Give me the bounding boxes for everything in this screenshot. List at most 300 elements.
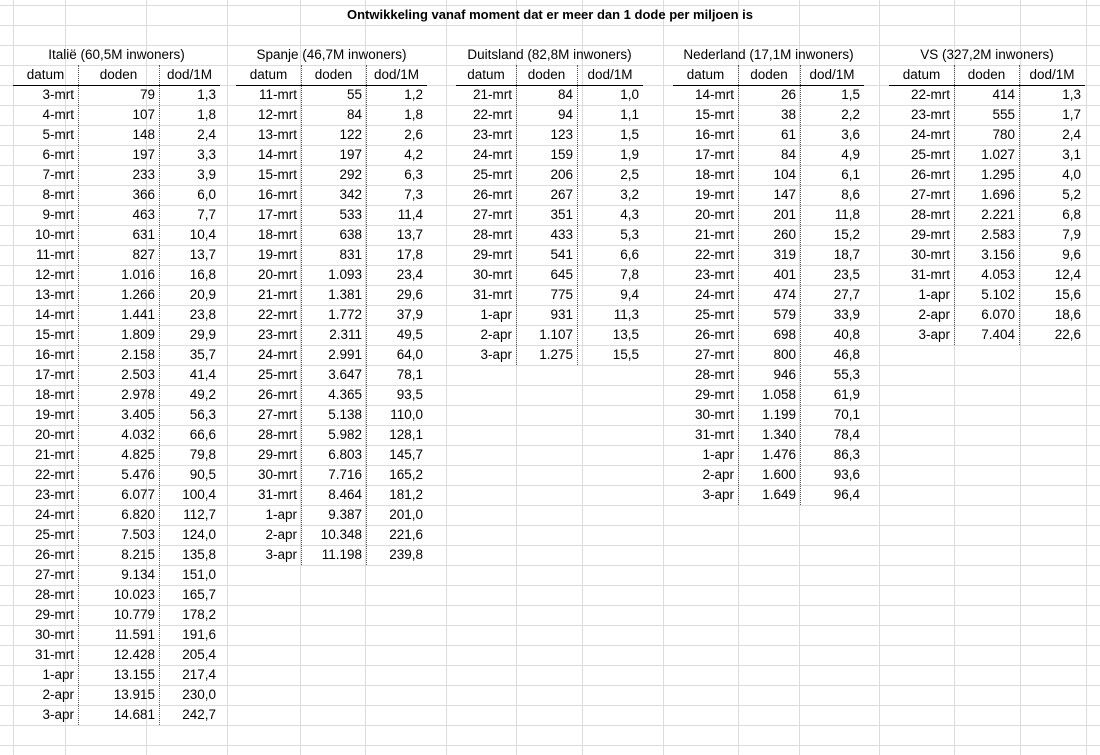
cell-dod-per-miljoen[interactable]: 66,6 xyxy=(189,427,216,442)
cell-dod-per-miljoen[interactable]: 1,5 xyxy=(841,87,860,102)
cell-dod-per-miljoen[interactable]: 112,7 xyxy=(183,507,216,522)
cell-doden[interactable]: 12.428 xyxy=(113,647,155,662)
cell-dod-per-miljoen[interactable]: 23,5 xyxy=(833,267,860,282)
cell-doden[interactable]: 5.102 xyxy=(981,287,1015,302)
cell-datum[interactable]: 30-mrt xyxy=(472,267,512,282)
cell-datum[interactable]: 16-mrt xyxy=(34,347,74,362)
cell-dod-per-miljoen[interactable]: 64,0 xyxy=(396,347,423,362)
cell-dod-per-miljoen[interactable]: 1,8 xyxy=(197,107,216,122)
cell-dod-per-miljoen[interactable]: 37,9 xyxy=(396,307,423,322)
cell-dod-per-miljoen[interactable]: 46,8 xyxy=(833,347,860,362)
cell-datum[interactable]: 3-apr xyxy=(480,347,512,362)
cell-datum[interactable]: 2-apr xyxy=(918,307,950,322)
cell-datum[interactable]: 1-apr xyxy=(42,667,74,682)
cell-datum[interactable]: 31-mrt xyxy=(910,267,950,282)
cell-doden[interactable]: 2.991 xyxy=(328,347,362,362)
cell-dod-per-miljoen[interactable]: 128,1 xyxy=(389,427,423,442)
cell-datum[interactable]: 3-apr xyxy=(918,327,950,342)
cell-doden[interactable]: 13.915 xyxy=(113,687,155,702)
cell-doden[interactable]: 463 xyxy=(132,207,155,222)
cell-dod-per-miljoen[interactable]: 230,0 xyxy=(182,687,216,702)
cell-dod-per-miljoen[interactable]: 201,0 xyxy=(389,507,423,522)
cell-doden[interactable]: 631 xyxy=(132,227,155,242)
cell-doden[interactable]: 366 xyxy=(132,187,155,202)
cell-datum[interactable]: 15-mrt xyxy=(694,107,734,122)
cell-doden[interactable]: 1.696 xyxy=(981,187,1015,202)
cell-doden[interactable]: 6.820 xyxy=(121,507,155,522)
cell-doden[interactable]: 1.266 xyxy=(121,287,155,302)
cell-datum[interactable]: 10-mrt xyxy=(34,227,74,242)
cell-dod-per-miljoen[interactable]: 29,6 xyxy=(396,287,423,302)
cell-datum[interactable]: 13-mrt xyxy=(34,287,74,302)
cell-dod-per-miljoen[interactable]: 3,1 xyxy=(1062,147,1081,162)
cell-doden[interactable]: 7.716 xyxy=(328,467,362,482)
cell-doden[interactable]: 10.348 xyxy=(320,527,362,542)
cell-datum[interactable]: 14-mrt xyxy=(257,147,297,162)
cell-datum[interactable]: 1-apr xyxy=(480,307,512,322)
cell-dod-per-miljoen[interactable]: 93,5 xyxy=(396,387,423,402)
cell-doden[interactable]: 831 xyxy=(339,247,362,262)
cell-doden[interactable]: 11.198 xyxy=(321,547,362,562)
cell-doden[interactable]: 1.016 xyxy=(121,267,155,282)
cell-dod-per-miljoen[interactable]: 239,8 xyxy=(389,547,423,562)
cell-datum[interactable]: 28-mrt xyxy=(910,207,950,222)
cell-doden[interactable]: 4.825 xyxy=(121,447,155,462)
cell-dod-per-miljoen[interactable]: 4,3 xyxy=(620,207,639,222)
cell-dod-per-miljoen[interactable]: 22,6 xyxy=(1054,327,1081,342)
cell-doden[interactable]: 5.982 xyxy=(328,427,362,442)
cell-datum[interactable]: 2-apr xyxy=(480,327,512,342)
cell-doden[interactable]: 2.221 xyxy=(981,207,1015,222)
cell-dod-per-miljoen[interactable]: 10,4 xyxy=(189,227,216,242)
cell-datum[interactable]: 15-mrt xyxy=(34,327,74,342)
cell-datum[interactable]: 8-mrt xyxy=(42,187,74,202)
cell-dod-per-miljoen[interactable]: 13,7 xyxy=(396,227,423,242)
cell-datum[interactable]: 17-mrt xyxy=(34,367,74,382)
cell-dod-per-miljoen[interactable]: 7,7 xyxy=(197,207,216,222)
cell-doden[interactable]: 84 xyxy=(780,147,796,162)
cell-doden[interactable]: 10.023 xyxy=(113,587,155,602)
cell-dod-per-miljoen[interactable]: 6,8 xyxy=(1062,207,1081,222)
cell-dod-per-miljoen[interactable]: 2,4 xyxy=(197,127,216,142)
cell-doden[interactable]: 1.476 xyxy=(762,447,796,462)
cell-dod-per-miljoen[interactable]: 18,7 xyxy=(833,247,860,262)
cell-doden[interactable]: 55 xyxy=(346,87,362,102)
cell-dod-per-miljoen[interactable]: 33,9 xyxy=(833,307,860,322)
cell-dod-per-miljoen[interactable]: 2,2 xyxy=(841,107,860,122)
cell-doden[interactable]: 931 xyxy=(550,307,573,322)
cell-doden[interactable]: 1.199 xyxy=(762,407,796,422)
cell-datum[interactable]: 30-mrt xyxy=(34,627,74,642)
cell-doden[interactable]: 6.070 xyxy=(981,307,1015,322)
cell-datum[interactable]: 17-mrt xyxy=(694,147,734,162)
cell-dod-per-miljoen[interactable]: 6,6 xyxy=(620,247,639,262)
cell-doden[interactable]: 775 xyxy=(550,287,573,302)
cell-doden[interactable]: 148 xyxy=(132,127,155,142)
cell-datum[interactable]: 2-apr xyxy=(702,467,734,482)
cell-dod-per-miljoen[interactable]: 55,3 xyxy=(833,367,860,382)
cell-datum[interactable]: 24-mrt xyxy=(910,127,950,142)
cell-datum[interactable]: 30-mrt xyxy=(694,407,734,422)
cell-dod-per-miljoen[interactable]: 23,8 xyxy=(189,307,216,322)
cell-doden[interactable]: 11.591 xyxy=(114,627,155,642)
cell-datum[interactable]: 5-mrt xyxy=(42,127,74,142)
cell-datum[interactable]: 1-apr xyxy=(265,507,297,522)
cell-doden[interactable]: 8.464 xyxy=(328,487,362,502)
cell-datum[interactable]: 2-apr xyxy=(265,527,297,542)
cell-doden[interactable]: 555 xyxy=(992,107,1015,122)
cell-datum[interactable]: 23-mrt xyxy=(694,267,734,282)
cell-dod-per-miljoen[interactable]: 15,6 xyxy=(1054,287,1081,302)
cell-doden[interactable]: 147 xyxy=(773,187,796,202)
cell-doden[interactable]: 38 xyxy=(780,107,796,122)
cell-dod-per-miljoen[interactable]: 151,0 xyxy=(182,567,216,582)
cell-dod-per-miljoen[interactable]: 242,7 xyxy=(182,707,216,722)
cell-doden[interactable]: 201 xyxy=(773,207,796,222)
cell-doden[interactable]: 3.405 xyxy=(121,407,155,422)
cell-datum[interactable]: 14-mrt xyxy=(34,307,74,322)
cell-dod-per-miljoen[interactable]: 191,6 xyxy=(182,627,216,642)
cell-doden[interactable]: 1.275 xyxy=(539,347,573,362)
cell-doden[interactable]: 533 xyxy=(339,207,362,222)
cell-datum[interactable]: 23-mrt xyxy=(257,327,297,342)
cell-datum[interactable]: 28-mrt xyxy=(472,227,512,242)
cell-datum[interactable]: 1-apr xyxy=(918,287,950,302)
cell-doden[interactable]: 7.404 xyxy=(981,327,1015,342)
cell-doden[interactable]: 104 xyxy=(773,167,796,182)
cell-dod-per-miljoen[interactable]: 11,3 xyxy=(613,307,639,322)
cell-doden[interactable]: 1.441 xyxy=(121,307,155,322)
cell-dod-per-miljoen[interactable]: 3,2 xyxy=(620,187,639,202)
cell-datum[interactable]: 12-mrt xyxy=(34,267,74,282)
cell-dod-per-miljoen[interactable]: 13,7 xyxy=(189,247,216,262)
cell-dod-per-miljoen[interactable]: 11,8 xyxy=(834,207,860,222)
cell-datum[interactable]: 26-mrt xyxy=(34,547,74,562)
cell-doden[interactable]: 197 xyxy=(132,147,155,162)
cell-dod-per-miljoen[interactable]: 16,8 xyxy=(189,267,216,282)
cell-datum[interactable]: 3-apr xyxy=(265,547,297,562)
cell-datum[interactable]: 29-mrt xyxy=(34,607,74,622)
cell-doden[interactable]: 159 xyxy=(550,147,573,162)
cell-datum[interactable]: 13-mrt xyxy=(257,127,297,142)
cell-doden[interactable]: 433 xyxy=(550,227,573,242)
cell-doden[interactable]: 4.365 xyxy=(328,387,362,402)
cell-dod-per-miljoen[interactable]: 1,2 xyxy=(404,87,423,102)
cell-datum[interactable]: 27-mrt xyxy=(910,187,950,202)
cell-doden[interactable]: 61 xyxy=(780,127,796,142)
cell-dod-per-miljoen[interactable]: 3,3 xyxy=(197,147,216,162)
cell-dod-per-miljoen[interactable]: 145,7 xyxy=(389,447,423,462)
cell-doden[interactable]: 4.053 xyxy=(981,267,1015,282)
cell-dod-per-miljoen[interactable]: 15,5 xyxy=(612,347,639,362)
cell-dod-per-miljoen[interactable]: 100,4 xyxy=(182,487,216,502)
cell-dod-per-miljoen[interactable]: 165,2 xyxy=(389,467,423,482)
cell-doden[interactable]: 267 xyxy=(550,187,573,202)
cell-doden[interactable]: 1.027 xyxy=(981,147,1015,162)
cell-doden[interactable]: 13.155 xyxy=(113,667,155,682)
cell-dod-per-miljoen[interactable]: 1,5 xyxy=(620,127,639,142)
cell-datum[interactable]: 28-mrt xyxy=(694,367,734,382)
cell-dod-per-miljoen[interactable]: 7,3 xyxy=(404,187,423,202)
cell-datum[interactable]: 26-mrt xyxy=(910,167,950,182)
cell-dod-per-miljoen[interactable]: 165,7 xyxy=(182,587,216,602)
cell-doden[interactable]: 6.803 xyxy=(328,447,362,462)
cell-datum[interactable]: 29-mrt xyxy=(472,247,512,262)
cell-dod-per-miljoen[interactable]: 20,9 xyxy=(189,287,216,302)
cell-datum[interactable]: 11-mrt xyxy=(258,87,297,102)
cell-dod-per-miljoen[interactable]: 110,0 xyxy=(390,407,423,422)
cell-dod-per-miljoen[interactable]: 5,3 xyxy=(620,227,639,242)
cell-dod-per-miljoen[interactable]: 7,8 xyxy=(620,267,639,282)
cell-datum[interactable]: 1-apr xyxy=(702,447,734,462)
cell-dod-per-miljoen[interactable]: 2,4 xyxy=(1062,127,1081,142)
cell-datum[interactable]: 19-mrt xyxy=(34,407,74,422)
cell-datum[interactable]: 12-mrt xyxy=(257,107,297,122)
cell-doden[interactable]: 1.107 xyxy=(539,327,573,342)
cell-dod-per-miljoen[interactable]: 13,5 xyxy=(612,327,639,342)
cell-datum[interactable]: 2-apr xyxy=(42,687,74,702)
cell-datum[interactable]: 26-mrt xyxy=(257,387,297,402)
cell-datum[interactable]: 29-mrt xyxy=(694,387,734,402)
cell-dod-per-miljoen[interactable]: 12,4 xyxy=(1054,267,1081,282)
cell-doden[interactable]: 26 xyxy=(780,87,796,102)
cell-dod-per-miljoen[interactable]: 2,5 xyxy=(620,167,639,182)
cell-doden[interactable]: 2.311 xyxy=(329,327,362,342)
cell-datum[interactable]: 25-mrt xyxy=(257,367,297,382)
cell-dod-per-miljoen[interactable]: 7,9 xyxy=(1062,227,1081,242)
cell-datum[interactable]: 11-mrt xyxy=(35,247,74,262)
cell-datum[interactable]: 22-mrt xyxy=(472,107,512,122)
cell-doden[interactable]: 122 xyxy=(339,127,362,142)
cell-datum[interactable]: 25-mrt xyxy=(472,167,512,182)
cell-datum[interactable]: 31-mrt xyxy=(694,427,734,442)
cell-dod-per-miljoen[interactable]: 49,2 xyxy=(189,387,216,402)
cell-doden[interactable]: 260 xyxy=(773,227,796,242)
cell-datum[interactable]: 20-mrt xyxy=(34,427,74,442)
cell-datum[interactable]: 27-mrt xyxy=(472,207,512,222)
cell-datum[interactable]: 14-mrt xyxy=(694,87,734,102)
cell-doden[interactable]: 780 xyxy=(992,127,1015,142)
cell-doden[interactable]: 579 xyxy=(773,307,796,322)
cell-datum[interactable]: 15-mrt xyxy=(257,167,297,182)
cell-dod-per-miljoen[interactable]: 4,0 xyxy=(1062,167,1081,182)
cell-doden[interactable]: 6.077 xyxy=(121,487,155,502)
cell-dod-per-miljoen[interactable]: 35,7 xyxy=(189,347,216,362)
cell-doden[interactable]: 2.158 xyxy=(121,347,155,362)
cell-dod-per-miljoen[interactable]: 93,6 xyxy=(833,467,860,482)
cell-datum[interactable]: 26-mrt xyxy=(694,327,734,342)
cell-dod-per-miljoen[interactable]: 49,5 xyxy=(396,327,423,342)
cell-doden[interactable]: 233 xyxy=(132,167,155,182)
cell-doden[interactable]: 197 xyxy=(339,147,362,162)
cell-datum[interactable]: 23-mrt xyxy=(472,127,512,142)
cell-dod-per-miljoen[interactable]: 86,3 xyxy=(833,447,860,462)
cell-dod-per-miljoen[interactable]: 3,9 xyxy=(197,167,216,182)
cell-datum[interactable]: 31-mrt xyxy=(257,487,297,502)
cell-dod-per-miljoen[interactable]: 9,6 xyxy=(1062,247,1081,262)
cell-doden[interactable]: 1.772 xyxy=(328,307,362,322)
cell-dod-per-miljoen[interactable]: 78,4 xyxy=(833,427,860,442)
cell-doden[interactable]: 351 xyxy=(550,207,573,222)
cell-datum[interactable]: 25-mrt xyxy=(34,527,74,542)
cell-doden[interactable]: 9.387 xyxy=(328,507,362,522)
cell-doden[interactable]: 1.093 xyxy=(328,267,362,282)
cell-doden[interactable]: 107 xyxy=(132,107,155,122)
cell-dod-per-miljoen[interactable]: 4,2 xyxy=(404,147,423,162)
cell-doden[interactable]: 698 xyxy=(773,327,796,342)
cell-doden[interactable]: 541 xyxy=(550,247,573,262)
cell-doden[interactable]: 414 xyxy=(992,87,1015,102)
cell-dod-per-miljoen[interactable]: 6,0 xyxy=(197,187,216,202)
cell-dod-per-miljoen[interactable]: 9,4 xyxy=(620,287,639,302)
cell-doden[interactable]: 474 xyxy=(773,287,796,302)
cell-datum[interactable]: 23-mrt xyxy=(910,107,950,122)
cell-doden[interactable]: 8.215 xyxy=(121,547,155,562)
cell-doden[interactable]: 1.809 xyxy=(121,327,155,342)
cell-datum[interactable]: 21-mrt xyxy=(34,447,74,462)
cell-datum[interactable]: 16-mrt xyxy=(694,127,734,142)
cell-doden[interactable]: 401 xyxy=(773,267,796,282)
cell-datum[interactable]: 31-mrt xyxy=(34,647,74,662)
cell-doden[interactable]: 79 xyxy=(139,87,155,102)
cell-datum[interactable]: 30-mrt xyxy=(257,467,297,482)
cell-datum[interactable]: 30-mrt xyxy=(910,247,950,262)
cell-doden[interactable]: 2.503 xyxy=(121,367,155,382)
cell-dod-per-miljoen[interactable]: 124,0 xyxy=(182,527,216,542)
cell-dod-per-miljoen[interactable]: 135,8 xyxy=(182,547,216,562)
cell-dod-per-miljoen[interactable]: 1,8 xyxy=(404,107,423,122)
cell-dod-per-miljoen[interactable]: 6,3 xyxy=(404,167,423,182)
cell-dod-per-miljoen[interactable]: 4,9 xyxy=(841,147,860,162)
cell-datum[interactable]: 21-mrt xyxy=(472,87,512,102)
cell-dod-per-miljoen[interactable]: 2,6 xyxy=(404,127,423,142)
cell-dod-per-miljoen[interactable]: 23,4 xyxy=(396,267,423,282)
cell-datum[interactable]: 22-mrt xyxy=(910,87,950,102)
cell-doden[interactable]: 1.295 xyxy=(981,167,1015,182)
cell-dod-per-miljoen[interactable]: 27,7 xyxy=(833,287,860,302)
cell-datum[interactable]: 25-mrt xyxy=(910,147,950,162)
cell-dod-per-miljoen[interactable]: 29,9 xyxy=(189,327,216,342)
cell-dod-per-miljoen[interactable]: 181,2 xyxy=(389,487,423,502)
cell-dod-per-miljoen[interactable]: 70,1 xyxy=(833,407,860,422)
cell-doden[interactable]: 7.503 xyxy=(121,527,155,542)
cell-datum[interactable]: 21-mrt xyxy=(694,227,734,242)
cell-dod-per-miljoen[interactable]: 205,4 xyxy=(182,647,216,662)
cell-datum[interactable]: 18-mrt xyxy=(257,227,297,242)
cell-doden[interactable]: 84 xyxy=(346,107,362,122)
cell-dod-per-miljoen[interactable]: 96,4 xyxy=(833,487,860,502)
cell-datum[interactable]: 26-mrt xyxy=(472,187,512,202)
cell-datum[interactable]: 27-mrt xyxy=(694,347,734,362)
cell-datum[interactable]: 6-mrt xyxy=(42,147,74,162)
cell-datum[interactable]: 20-mrt xyxy=(694,207,734,222)
cell-dod-per-miljoen[interactable]: 17,8 xyxy=(396,247,423,262)
cell-doden[interactable]: 342 xyxy=(339,187,362,202)
cell-doden[interactable]: 3.156 xyxy=(981,247,1015,262)
cell-datum[interactable]: 9-mrt xyxy=(42,207,74,222)
cell-datum[interactable]: 22-mrt xyxy=(694,247,734,262)
cell-datum[interactable]: 18-mrt xyxy=(694,167,734,182)
cell-dod-per-miljoen[interactable]: 1,9 xyxy=(620,147,639,162)
cell-dod-per-miljoen[interactable]: 15,2 xyxy=(833,227,860,242)
cell-dod-per-miljoen[interactable]: 18,6 xyxy=(1054,307,1081,322)
cell-datum[interactable]: 29-mrt xyxy=(910,227,950,242)
cell-doden[interactable]: 94 xyxy=(557,107,573,122)
cell-datum[interactable]: 24-mrt xyxy=(257,347,297,362)
cell-datum[interactable]: 3-mrt xyxy=(42,87,74,102)
cell-datum[interactable]: 24-mrt xyxy=(34,507,74,522)
cell-datum[interactable]: 18-mrt xyxy=(34,387,74,402)
cell-doden[interactable]: 1.600 xyxy=(762,467,796,482)
cell-dod-per-miljoen[interactable]: 1,1 xyxy=(620,107,639,122)
cell-datum[interactable]: 28-mrt xyxy=(257,427,297,442)
cell-doden[interactable]: 4.032 xyxy=(121,427,155,442)
cell-doden[interactable]: 5.476 xyxy=(121,467,155,482)
cell-doden[interactable]: 2.978 xyxy=(121,387,155,402)
cell-dod-per-miljoen[interactable]: 56,3 xyxy=(189,407,216,422)
cell-dod-per-miljoen[interactable]: 78,1 xyxy=(396,367,423,382)
cell-datum[interactable]: 16-mrt xyxy=(257,187,297,202)
cell-doden[interactable]: 3.647 xyxy=(328,367,362,382)
cell-dod-per-miljoen[interactable]: 41,4 xyxy=(189,367,216,382)
cell-datum[interactable]: 22-mrt xyxy=(34,467,74,482)
cell-dod-per-miljoen[interactable]: 11,4 xyxy=(397,207,423,222)
cell-dod-per-miljoen[interactable]: 1,7 xyxy=(1062,107,1081,122)
cell-datum[interactable]: 21-mrt xyxy=(257,287,297,302)
cell-datum[interactable]: 22-mrt xyxy=(257,307,297,322)
cell-doden[interactable]: 946 xyxy=(773,367,796,382)
cell-doden[interactable]: 827 xyxy=(132,247,155,262)
cell-datum[interactable]: 24-mrt xyxy=(694,287,734,302)
cell-datum[interactable]: 3-apr xyxy=(42,707,74,722)
cell-doden[interactable]: 1.649 xyxy=(762,487,796,502)
cell-doden[interactable]: 14.681 xyxy=(113,707,155,722)
cell-dod-per-miljoen[interactable]: 40,8 xyxy=(833,327,860,342)
cell-doden[interactable]: 206 xyxy=(550,167,573,182)
cell-doden[interactable]: 1.340 xyxy=(762,427,796,442)
cell-doden[interactable]: 9.134 xyxy=(121,567,155,582)
cell-doden[interactable]: 123 xyxy=(550,127,573,142)
cell-dod-per-miljoen[interactable]: 61,9 xyxy=(833,387,860,402)
cell-datum[interactable]: 23-mrt xyxy=(34,487,74,502)
cell-datum[interactable]: 24-mrt xyxy=(472,147,512,162)
cell-datum[interactable]: 19-mrt xyxy=(257,247,297,262)
cell-datum[interactable]: 7-mrt xyxy=(42,167,74,182)
cell-doden[interactable]: 638 xyxy=(339,227,362,242)
cell-datum[interactable]: 29-mrt xyxy=(257,447,297,462)
cell-dod-per-miljoen[interactable]: 79,8 xyxy=(189,447,216,462)
cell-doden[interactable]: 5.138 xyxy=(328,407,362,422)
cell-datum[interactable]: 27-mrt xyxy=(34,567,74,582)
cell-doden[interactable]: 319 xyxy=(773,247,796,262)
cell-doden[interactable]: 84 xyxy=(557,87,573,102)
cell-doden[interactable]: 1.058 xyxy=(762,387,796,402)
cell-datum[interactable]: 20-mrt xyxy=(257,267,297,282)
cell-dod-per-miljoen[interactable]: 221,6 xyxy=(389,527,423,542)
cell-dod-per-miljoen[interactable]: 6,1 xyxy=(841,167,860,182)
cell-datum[interactable]: 31-mrt xyxy=(472,287,512,302)
cell-doden[interactable]: 10.779 xyxy=(113,607,155,622)
cell-datum[interactable]: 3-apr xyxy=(702,487,734,502)
cell-datum[interactable]: 25-mrt xyxy=(694,307,734,322)
cell-dod-per-miljoen[interactable]: 1,3 xyxy=(1062,87,1081,102)
cell-dod-per-miljoen[interactable]: 5,2 xyxy=(1062,187,1081,202)
cell-doden[interactable]: 292 xyxy=(339,167,362,182)
cell-dod-per-miljoen[interactable]: 90,5 xyxy=(189,467,216,482)
cell-doden[interactable]: 645 xyxy=(550,267,573,282)
cell-datum[interactable]: 19-mrt xyxy=(694,187,734,202)
cell-datum[interactable]: 17-mrt xyxy=(257,207,297,222)
